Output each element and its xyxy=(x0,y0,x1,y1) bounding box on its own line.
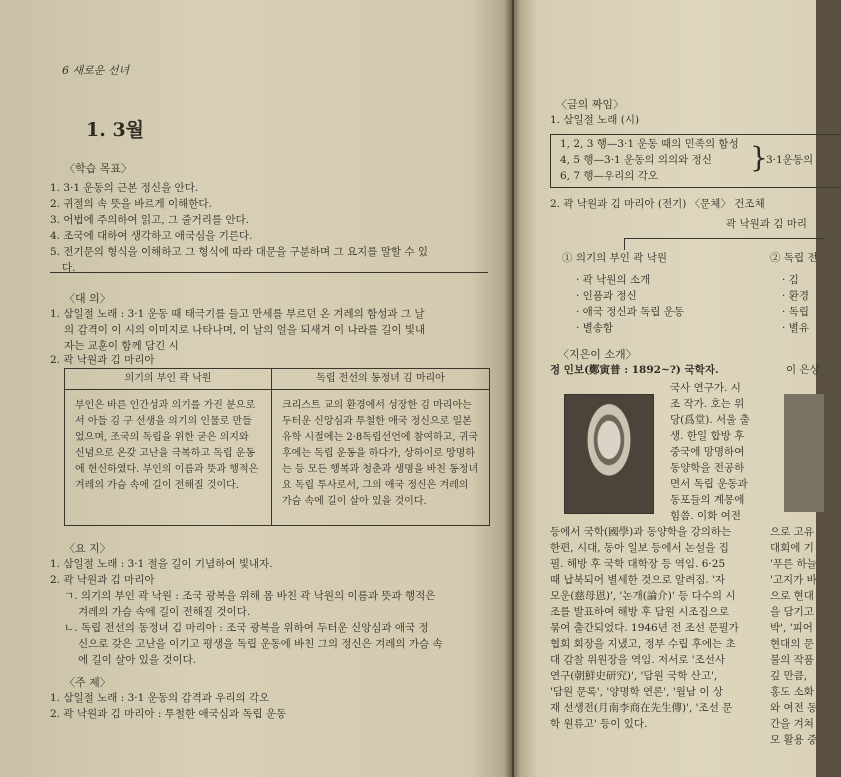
edge-line: '고지가 바 xyxy=(770,574,817,586)
bio-line: 동포들의 계몽에 xyxy=(670,494,745,506)
second-author-label: 이 은상 xyxy=(786,364,820,376)
tree-leaf: · 곽 낙원의 소개 xyxy=(576,274,651,286)
bracket-symbol: } xyxy=(750,141,768,174)
edge-line: 대회에 기 xyxy=(770,542,814,554)
summary-line: 에 길이 살아 있을 것이다. xyxy=(78,654,197,666)
author-heading: 〈지은이 소개〉 xyxy=(558,348,637,361)
bio-line: 때 납북되어 별세한 것으로 알려짐. '자 xyxy=(550,574,726,586)
edge-line: '푸른 하늘 xyxy=(770,558,817,570)
bio-line: 중국에 망명하여 xyxy=(670,446,745,458)
summary-heading: 〈요 지〉 xyxy=(64,542,111,555)
summary-line: ㄴ. 독립 전선의 동정녀 김 마리아 : 조국 광복을 위하여 두터운 신앙심과 애국 정 xyxy=(64,622,429,634)
outline-table xyxy=(64,368,490,526)
bio-line: 필. 해방 후 국학 대학장 등 역임. 6·25 xyxy=(550,558,726,570)
bio-line: 생. 한일 합방 후 xyxy=(670,430,745,442)
second-author-portrait xyxy=(784,394,824,512)
structure-item: 1. 삼일절 노래 (시) xyxy=(550,114,640,126)
edge-line: 홍도 소화 xyxy=(770,686,814,698)
author-portrait xyxy=(564,394,654,514)
edge-line: 박', '피어 xyxy=(770,622,813,634)
chapter-title: 1. 3월 xyxy=(86,119,145,141)
edge-line: 을 담기고 xyxy=(770,606,814,618)
summary-line: ㄱ. 의기의 부인 곽 낙원 : 조국 광복을 위해 몸 바친 곽 낙원의 이름과 뜻과 행적은 xyxy=(64,590,436,602)
edge-line: 으로 고유 xyxy=(770,526,814,538)
structure-item: 2. 곽 낙원과 김 마리아 (전기) 〈문체〉 건조체 xyxy=(550,198,765,210)
tree-leaf: · 독립 xyxy=(782,306,809,318)
edge-line: 현대의 문 xyxy=(770,638,814,650)
bio-line: 당(爲堂). 서울 출 xyxy=(670,414,750,426)
bio-line: 조 작가. 호는 위 xyxy=(670,398,745,410)
bio-line: 재 선생전(月南李商在先生傳)', '조선 문 xyxy=(550,702,733,714)
goal-item: 1. 3·1 운동의 근본 정신을 안다. xyxy=(50,182,199,194)
tree-leaf: · 애국 정신과 독립 운동 xyxy=(576,306,684,318)
bio-line: 국사 연구가. 시 xyxy=(670,382,741,394)
bio-line: 조를 발표하여 해방 후 담원 시조집으로 xyxy=(550,606,729,618)
running-header: 6 새로운 선녀 xyxy=(62,64,130,77)
goal-item: 5. 전기문의 형식을 이해하고 그 형식에 따라 대문을 구분하며 그 요지를 말할 수 있 xyxy=(50,246,428,258)
goal-item: 4. 조국에 대하여 생각하고 애국심을 기른다. xyxy=(50,230,253,242)
bio-line: 협회 회장을 지냈고, 정부 수립 후에는 초 xyxy=(550,638,736,650)
tree-leaf: · 김 xyxy=(782,274,799,286)
bio-line: 모운(慈母恩)', '논개(論介)' 등 다수의 시 xyxy=(550,590,736,602)
edge-line: 으로 현대 xyxy=(770,590,814,602)
tree-node-2: ② 독립 전 xyxy=(770,252,818,264)
edge-line: 불의 작품 xyxy=(770,654,814,666)
outline-line: 2. 곽 낙원과 김 마리아 xyxy=(50,354,155,366)
table-header-cell: 의기의 부인 곽 낙원 xyxy=(65,369,271,390)
bio-line: '담원 문록', '양명학 연론', '월남 이 상 xyxy=(550,686,723,698)
table-column xyxy=(272,369,489,525)
goals-list xyxy=(50,180,490,276)
bio-line: 학 원류고' 등이 있다. xyxy=(550,718,648,730)
goals-heading: 〈학습 목표〉 xyxy=(64,162,133,175)
poem-structure-line: 6, 7 행—우리의 각오 xyxy=(560,170,659,182)
bio-line: 대 감찰 위원장을 역임. 저서로 '조선사 xyxy=(550,654,726,666)
structure-heading: 〈글의 짜임〉 xyxy=(556,98,625,111)
outline-line: 자는 교훈이 함께 담긴 시 xyxy=(64,340,179,352)
edge-line: 깊 만큼, xyxy=(770,670,808,682)
bio-line: 연구(朝鮮史研究)', '담원 국학 산고', xyxy=(550,670,718,682)
tree-leaf: · 인품과 정신 xyxy=(576,290,637,302)
poem-structure-line: 4, 5 행—3·1 운동의 의의와 정신 xyxy=(560,154,712,166)
tree-root-label: 곽 낙원과 김 마리 xyxy=(726,218,808,230)
edge-line: 와 여전 동 xyxy=(770,702,818,714)
bio-line: 힘씀. 이화 여전 xyxy=(670,510,741,522)
theme-line: 2. 곽 낙원과 김 마리아 : 투철한 애국심과 독립 운동 xyxy=(50,708,287,720)
tree-leaf: · 환경 xyxy=(782,290,809,302)
tree-node-1: ① 의기의 부인 곽 낙원 xyxy=(562,252,667,264)
table-column xyxy=(65,369,272,525)
table-header-cell: 독립 전선의 동정녀 김 마리아 xyxy=(272,369,489,390)
summary-line: 겨레의 가슴 속에 길이 전해질 것이다. xyxy=(78,606,251,618)
summary-line: 2. 곽 낙원과 김 마리아 xyxy=(50,574,155,586)
goal-item: 다. xyxy=(62,262,76,274)
bio-line: 묶여 출간되었다. 1946년 전 조선 문필가 xyxy=(550,622,739,634)
tree-connector xyxy=(624,238,625,250)
outline-line: 의 감격이 이 시의 이미지로 나타나며, 이 날의 얼을 되새겨 이 나라를 길이 빛내 xyxy=(64,324,426,336)
edge-line: 모 활용 중 xyxy=(770,734,818,746)
summary-line: 신으로 갖은 고난을 이기고 평생을 독립 운동에 바친 그의 정신은 겨레의 가슴 속 xyxy=(78,638,443,650)
bio-line: 동양학을 전공하 xyxy=(670,462,745,474)
theme-heading: 〈주 제〉 xyxy=(64,676,111,689)
book-gutter xyxy=(504,0,520,777)
poem-structure-line: 1, 2, 3 행—3·1 운동 때의 민족의 함성 xyxy=(560,138,739,150)
poem-structure-summary: 3·1운동의 xyxy=(766,154,814,166)
outline-line: 1. 삼일절 노래 : 3·1 운동 때 태극기를 들고 만세를 부르던 온 겨레의 함성과 그 날 xyxy=(50,308,425,320)
right-page xyxy=(514,0,820,777)
bio-line: 면서 독립 운동과 xyxy=(670,478,748,490)
bio-line: 등에서 국학(國學)과 동양학을 강의하는 xyxy=(550,526,732,538)
summary-line: 1. 삼일절 노래 : 3·1 절을 길이 기념하여 빛내자. xyxy=(50,558,273,570)
outline-heading: 〈대 의〉 xyxy=(64,292,111,305)
goal-item: 2. 귀절의 속 뜻을 바르게 이해한다. xyxy=(50,198,212,210)
tree-connector xyxy=(624,238,824,239)
author-name: 정 인보(鄭寅普 : 1892~?) 국학자. xyxy=(550,364,719,376)
theme-line: 1. 삼일절 노래 : 3·1 운동의 감격과 우리의 각오 xyxy=(50,692,270,704)
tree-leaf: · 별송함 xyxy=(576,322,614,334)
goal-item: 3. 어법에 주의하여 읽고, 그 줄거리를 안다. xyxy=(50,214,250,226)
section-divider xyxy=(50,272,488,273)
tree-leaf: · 별유 xyxy=(782,322,809,334)
table-body-cell: 부인은 바른 인간성과 의기를 가진 분으로서 아들 김 구 선생을 의기의 인물로 만들었으며, 조국의 독립을 위한 굳은 의지와 신념으로 온갖 고난을 극복하고 독립 운동에 헌신하였다. 부인의 이름과 뜻과 행적은 겨레의 가슴 속에 길이 전해질 것이다. xyxy=(75,400,259,491)
edge-line: 간을 겨쳐 xyxy=(770,718,814,730)
bio-line: 한편, 시대, 동아 일보 등에서 논설을 집 xyxy=(550,542,729,554)
table-body-cell: 크리스트 교의 환경에서 성장한 김 마리아는 두터운 신앙심과 투철한 애국 정신으로 일본 유학 시절에는 2·8독립선언에 참여하고, 귀국 후에는 독립 운동을 하다가, 상하이로 망명하는 등 모든 행복과 청춘과 생명을 바친 동정녀요 독립 투사로서, 그의 애국 정신은 겨레의 가슴 속에 길이 살아 있을 것이다. xyxy=(282,400,479,507)
